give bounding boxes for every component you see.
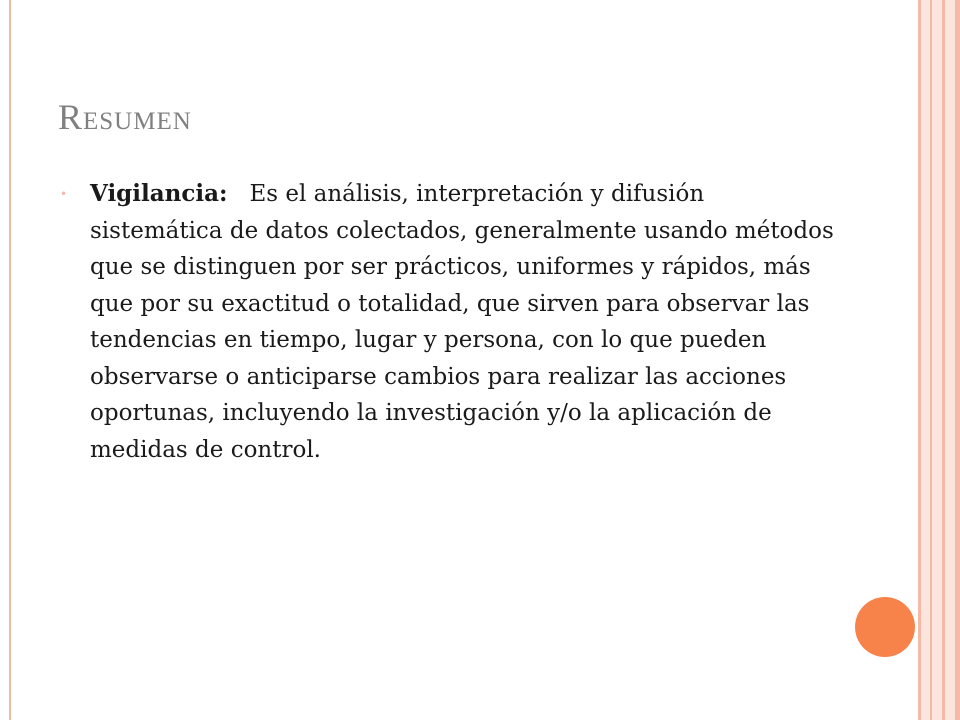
right-stripe	[942, 0, 945, 720]
right-stripe	[930, 0, 932, 720]
bullet-item	[58, 176, 838, 468]
decorative-circle	[855, 597, 915, 657]
slide-content	[58, 176, 838, 468]
bullet-icon: •	[60, 187, 68, 201]
right-stripe	[918, 0, 921, 720]
left-border-line	[9, 0, 11, 720]
bullet-text: Es el análisis, interpretación y difusión sistemática de datos colectados, generalmente usando métodos que se distinguen por ser prácticos, uniformes y rápidos, más que por su exactitud o totalidad, que sirven para observar las tendencias en tiempo, lugar y persona, con lo que pueden observarse o anticiparse cambios para realizar las acciones oportunas, incluyendo la investigación y/o la aplicación de medidas de control.	[90, 181, 834, 463]
right-stripe	[955, 0, 960, 720]
slide-title: Resumen	[58, 97, 192, 137]
bullet-term: Vigilancia:	[90, 180, 228, 207]
right-decorative-band	[918, 0, 960, 720]
